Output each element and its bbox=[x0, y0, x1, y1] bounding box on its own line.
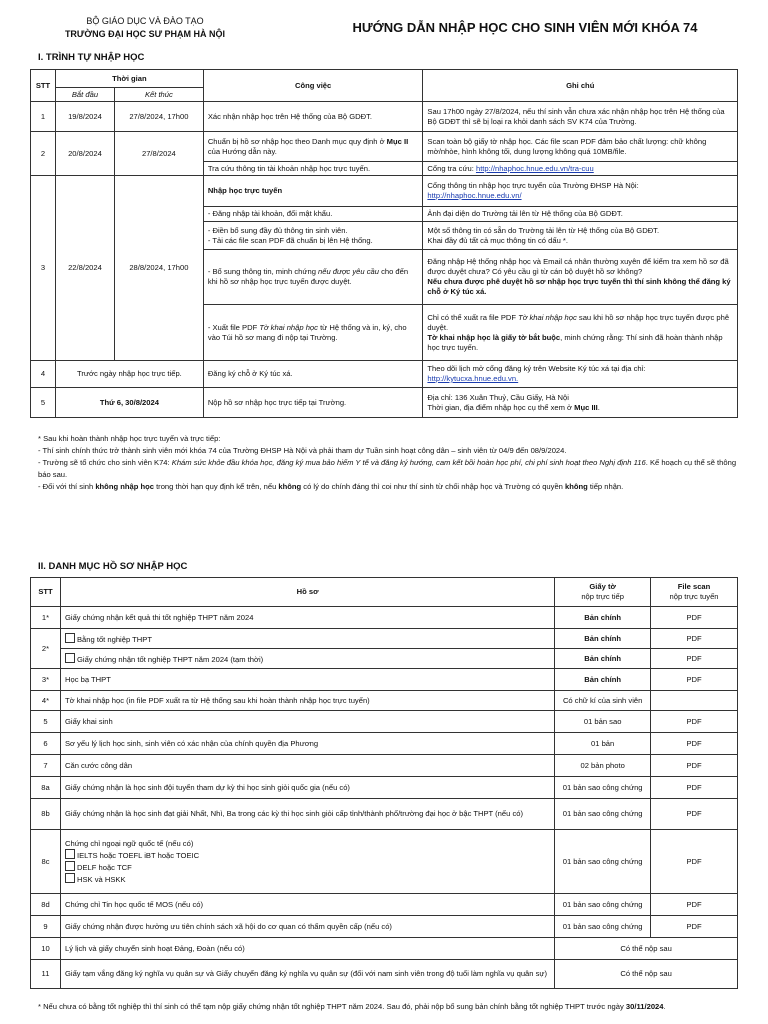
col-scan bbox=[651, 578, 738, 607]
row-scan: PDF bbox=[651, 894, 738, 916]
row-end: 27/8/2024 bbox=[114, 132, 203, 176]
table-row bbox=[31, 607, 738, 629]
row-scan: PDF bbox=[651, 711, 738, 733]
row-stt: 4 bbox=[31, 361, 56, 388]
table-row bbox=[31, 916, 738, 938]
row-stt: 1 bbox=[31, 102, 56, 132]
table-row bbox=[31, 755, 738, 777]
note-text: Cổng thông tin nhập học trực tuyến của Trường ĐHSP Hà Nội: bbox=[427, 181, 639, 190]
row-stt: 9 bbox=[31, 916, 61, 938]
row-note: Scan toàn bộ giấy tờ nhập học. Các file scan PDF đảm bảo chất lượng: chữ không mờ/nhòe, hình không tối, dung lượng không quá 10MB/file. bbox=[423, 132, 738, 162]
row-stt: 8b bbox=[31, 799, 61, 830]
row-note bbox=[423, 305, 738, 361]
row-task: Tra cứu thông tin tài khoản nhập học trực tuyến. bbox=[203, 162, 423, 176]
row-task bbox=[203, 305, 423, 361]
row-scan: PDF bbox=[651, 916, 738, 938]
table-row bbox=[31, 102, 738, 132]
task-text: từ Hệ thống và in, ký, cho vào Túi hồ sơ mang đi nộp tại Trường. bbox=[207, 322, 407, 342]
table-row bbox=[31, 894, 738, 916]
section-ref: Mục III bbox=[574, 402, 598, 412]
admission-steps-table bbox=[30, 69, 738, 418]
col-paper bbox=[555, 578, 651, 607]
row-doc bbox=[60, 649, 554, 669]
note-line bbox=[38, 481, 738, 493]
row-note bbox=[423, 222, 738, 250]
row-end: 28/8/2024, 17h00 bbox=[114, 176, 203, 361]
note-text: . bbox=[597, 402, 600, 412]
row-doc: Giấy chứng nhận kết quả thi tốt nghiệp THPT năm 2024 bbox=[60, 607, 554, 629]
institution-header bbox=[40, 15, 250, 41]
row-stt: 3* bbox=[31, 669, 61, 691]
row-paper: 01 bản bbox=[555, 733, 651, 755]
note-text: sau khi hồ sơ nhập học trực tuyến được phê duyệt. bbox=[427, 312, 730, 332]
row-start: 22/8/2024 bbox=[55, 176, 114, 361]
row-time: Trước ngày nhập học trực tiếp. bbox=[55, 361, 203, 388]
note-text: Cổng tra cứu: bbox=[427, 163, 476, 173]
row-doc: Giấy chứng nhận được hưởng ưu tiên chính sách xã hội do cơ quan có thẩm quyền cấp (nếu có) bbox=[60, 916, 554, 938]
task-text: - Xuất file PDF bbox=[207, 322, 260, 332]
table-row bbox=[31, 711, 738, 733]
row-paper: Bản chính bbox=[555, 649, 651, 669]
row-doc: Giấy chứng nhận là học sinh đội tuyển tham dự kỳ thi học sinh giỏi quốc gia (nếu có) bbox=[60, 777, 554, 799]
admission-portal-link[interactable]: http://nhaphoc.hnue.edu.vn/ bbox=[427, 191, 522, 200]
row-task: Nhập học trực tuyến bbox=[203, 176, 423, 207]
doc-text: Chứng chỉ ngoại ngữ quốc tế (nếu có) bbox=[64, 838, 194, 848]
checkbox[interactable] bbox=[65, 861, 75, 871]
note-line bbox=[38, 457, 738, 481]
row-paper: 01 bản sao công chứng bbox=[555, 916, 651, 938]
table-row bbox=[31, 733, 738, 755]
note-text: Khám sức khỏe đầu khóa học, đăng ký mua bảo hiểm Y tế và đăng ký hướng, cam kết bồi hoàn học phí, chi phí sinh hoạt theo Nghị định 116 bbox=[171, 458, 646, 467]
row-doc: Sơ yếu lý lịch học sinh, sinh viên có xác nhận của chính quyền địa Phương bbox=[60, 733, 554, 755]
row-paper: Có chữ kí của sinh viên bbox=[555, 691, 651, 711]
header-text: File scan bbox=[677, 582, 711, 591]
header-text: nộp trực tiếp bbox=[581, 592, 624, 601]
task-text: nếu được yêu cầu bbox=[318, 267, 379, 276]
row-doc: Tờ khai nhập học (in file PDF xuất ra từ Hệ thống sau khi hoàn thành nhập học trực tuyến) bbox=[60, 691, 554, 711]
row-doc bbox=[60, 830, 554, 894]
task-text: của Hướng dẫn này. bbox=[207, 146, 277, 156]
row-stt: 8c bbox=[31, 830, 61, 894]
row-scan: PDF bbox=[651, 733, 738, 755]
section1-title: I. TRÌNH TỰ NHẬP HỌC bbox=[38, 52, 145, 63]
row-doc: Giấy khai sinh bbox=[60, 711, 554, 733]
warning-text: Nếu chưa được phê duyệt hồ sơ nhập học trực tuyến thì thí sinh không thể đăng ký chỗ ở Ký túc xá. bbox=[427, 277, 731, 296]
row-scan: PDF bbox=[651, 777, 738, 799]
row-note bbox=[423, 250, 738, 305]
row-paper: 02 bản photo bbox=[555, 755, 651, 777]
row-stt: 4* bbox=[31, 691, 61, 711]
note-text: có lý do chính đáng thì coi như thí sinh từ chối nhập học và Trường có quyền bbox=[301, 482, 565, 491]
note-text: không nhập học bbox=[95, 482, 154, 491]
documents-table bbox=[30, 577, 738, 989]
note-text: Theo dõi lịch mở cổng đăng ký trên Website Ký túc xá tại địa chỉ: bbox=[427, 364, 646, 373]
note-text: Chỉ có thể xuất ra file PDF bbox=[427, 312, 519, 322]
header-text: nộp trực tuyến bbox=[669, 592, 719, 601]
row-task: - Đăng nhập tài khoản, đổi mật khẩu. bbox=[203, 207, 423, 222]
table-row bbox=[31, 388, 738, 418]
row-note bbox=[423, 162, 738, 176]
row-doc bbox=[60, 629, 554, 649]
row-stt: 2* bbox=[31, 629, 61, 669]
note-text: không bbox=[278, 482, 302, 491]
row-paper: 01 bản sao công chứng bbox=[555, 777, 651, 799]
col-doc: Hồ sơ bbox=[60, 578, 554, 607]
task-text: Chuẩn bị hồ sơ nhập học theo Danh mục quy định ở bbox=[207, 136, 387, 146]
row-task bbox=[203, 132, 423, 162]
ministry-name: BỘ GIÁO DỤC VÀ ĐÀO TẠO bbox=[86, 16, 204, 26]
row-time: Thứ 6, 30/8/2024 bbox=[55, 388, 203, 418]
row-note: Ảnh đại diện do Trường tải lên từ Hệ thống của Bộ GDĐT. bbox=[423, 207, 738, 222]
row-paper: Bản chính bbox=[555, 629, 651, 649]
col-task: Công việc bbox=[203, 70, 423, 102]
row-scan: PDF bbox=[651, 755, 738, 777]
row-stt: 3 bbox=[31, 176, 56, 361]
col-note: Ghi chú bbox=[423, 70, 738, 102]
footnote-text: * Nếu chưa có bằng tốt nghiệp thì thí sinh có thể tạm nộp giấy chứng nhận tốt nghiệp THPT năm 2024. Sau đó, phải nộp bổ sung bản chính bằng tốt nghiệp THPT trước ngày bbox=[38, 1002, 626, 1011]
row-start: 19/8/2024 bbox=[55, 102, 114, 132]
doc-text: Giấy chứng nhận tốt nghiệp THPT năm 2024 (tạm thời) bbox=[76, 654, 264, 664]
row-scan: PDF bbox=[651, 629, 738, 649]
footnote-text: . bbox=[663, 1002, 666, 1011]
col-end: Kết thúc bbox=[114, 88, 203, 102]
row-start: 20/8/2024 bbox=[55, 132, 114, 176]
note-text: , minh chứng rằng: Thí sinh đã hoàn thành nhập học trực tuyến. bbox=[427, 332, 723, 352]
col-stt: STT bbox=[31, 70, 56, 102]
row-stt: 1* bbox=[31, 607, 61, 629]
table-row bbox=[31, 799, 738, 830]
table-row bbox=[31, 960, 738, 989]
row-doc: Căn cước công dân bbox=[60, 755, 554, 777]
row-paper: 01 bản sao công chứng bbox=[555, 830, 651, 894]
section2-title: II. DANH MỤC HỒ SƠ NHẬP HỌC bbox=[38, 561, 188, 572]
row-task: Xác nhận nhập học trên Hệ thống của Bộ GDĐT. bbox=[203, 102, 423, 132]
row-end: 27/8/2024, 17h00 bbox=[114, 102, 203, 132]
option-label: IELTS hoặc TOEFL iBT hoặc TOEIC bbox=[76, 850, 200, 860]
table-row bbox=[31, 777, 738, 799]
footnote-date: 30/11/2024 bbox=[625, 1002, 664, 1011]
row-scan: PDF bbox=[651, 799, 738, 830]
row-stt: 6 bbox=[31, 733, 61, 755]
row-note bbox=[423, 388, 738, 418]
row-paper: Bản chính bbox=[555, 669, 651, 691]
checkbox[interactable] bbox=[65, 653, 75, 663]
note-line: * Sau khi hoàn thành nhập học trực tuyến và trực tiếp: bbox=[38, 434, 221, 443]
table-row bbox=[31, 830, 738, 894]
doc-text: Bằng tốt nghiệp THPT bbox=[76, 634, 152, 644]
note-text: Tờ khai nhập học bbox=[518, 312, 577, 322]
table-row bbox=[31, 132, 738, 162]
row-task: Nộp hồ sơ nhập học trực tiếp tại Trường. bbox=[203, 388, 423, 418]
note-line: - Thí sinh chính thức trở thành sinh viên mới khóa 74 của Trường ĐHSP Hà Nội và phải tham dự Tuần sinh hoạt công dân – sinh viên từ 04/9 đến 08/9/2024. bbox=[38, 446, 567, 455]
footnote bbox=[38, 1001, 738, 1012]
note-text: Địa chỉ: 136 Xuân Thuỷ, Cầu Giấy, Hà Nội bbox=[427, 392, 569, 402]
task-text: - Bổ sung thông tin, minh chứng bbox=[207, 267, 319, 276]
row-doc: Học bạ THPT bbox=[60, 669, 554, 691]
row-paper: Bản chính bbox=[555, 607, 651, 629]
checkbox[interactable] bbox=[65, 849, 75, 859]
table-row bbox=[31, 669, 738, 691]
dormitory-link[interactable]: http://kytucxa.hnue.edu.vn. bbox=[427, 374, 519, 383]
row-paper: 01 bản sao công chứng bbox=[555, 799, 651, 830]
row-stt: 5 bbox=[31, 711, 61, 733]
row-stt: 7 bbox=[31, 755, 61, 777]
option-label: HSK và HSKK bbox=[76, 874, 126, 884]
note-text: tiếp nhận. bbox=[587, 482, 624, 491]
row-scan: PDF bbox=[651, 669, 738, 691]
row-task: Đăng ký chỗ ở Ký túc xá. bbox=[203, 361, 423, 388]
row-doc: Chứng chỉ Tin học quốc tế MOS (nếu có) bbox=[60, 894, 554, 916]
note-text: Đăng nhập Hệ thống nhập học và Email cá nhân thường xuyên để kiểm tra xem hồ sơ đã được duyệt chưa? Có yêu cầu gì từ cán bộ duyệt hồ sơ không? bbox=[427, 257, 729, 276]
note-text: - Trường sẽ tổ chức cho sinh viên K74: bbox=[38, 458, 172, 467]
note-text: - Đối với thí sinh bbox=[38, 482, 96, 491]
note-text: Tờ khai nhập học là giấy tờ bắt buộc bbox=[427, 332, 561, 342]
page-title: HƯỚNG DẪN NHẬP HỌC CHO SINH VIÊN MỚI KHÓA 74 bbox=[352, 20, 698, 35]
note-text: không bbox=[565, 482, 588, 491]
row-note bbox=[423, 361, 738, 388]
row-doc: Giấy chứng nhận là học sinh đạt giải Nhất, Nhì, Ba trong các kỳ thi học sinh giỏi cấp tỉnh/thành phố/trường đại học ở bậc THPT (nếu có) bbox=[60, 799, 554, 830]
table-row bbox=[31, 691, 738, 711]
task-text: Tờ khai nhập học bbox=[259, 322, 318, 332]
row-scan bbox=[651, 691, 738, 711]
note-text: Một số thông tin có sẵn do Trường tải lên từ Hệ thống của Bộ GDĐT. bbox=[427, 225, 660, 235]
checkbox[interactable] bbox=[65, 633, 75, 643]
row-stt: 5 bbox=[31, 388, 56, 418]
section-ref: Mục II bbox=[386, 136, 409, 146]
col-time: Thời gian bbox=[55, 70, 203, 88]
table-row bbox=[31, 938, 738, 960]
table-row bbox=[31, 176, 738, 207]
row-doc: Lý lịch và giấy chuyển sinh hoạt Đảng, Đoàn (nếu có) bbox=[60, 938, 554, 960]
row-task bbox=[203, 250, 423, 305]
row-scan: PDF bbox=[651, 830, 738, 894]
row-task bbox=[203, 222, 423, 250]
note-text: . Kế hoạch cụ thể sẽ thông báo sau. bbox=[38, 458, 737, 479]
lookup-link[interactable]: http://nhaphoc.hnue.edu.vn/tra-cuu bbox=[475, 163, 594, 173]
col-start: Bắt đầu bbox=[55, 88, 114, 102]
col-stt: STT bbox=[31, 578, 61, 607]
checkbox[interactable] bbox=[65, 873, 75, 883]
task-text: - Tải các file scan PDF đã chuẩn bị lên Hệ thống. bbox=[207, 235, 373, 245]
row-paper: 01 bản sao bbox=[555, 711, 651, 733]
table-row bbox=[31, 629, 738, 649]
table-row bbox=[31, 361, 738, 388]
row-note: Sau 17h00 ngày 27/8/2024, nếu thí sinh vẫn chưa xác nhận nhập học trên Hệ thống của Bộ GDĐT thì sẽ bị loại ra khỏi danh sách SV K74 của Trường. bbox=[423, 102, 738, 132]
note-text: Thời gian, địa điểm nhập học cụ thể xem ở bbox=[427, 402, 575, 412]
row-stt: 8a bbox=[31, 777, 61, 799]
header-text: Giấy tờ bbox=[589, 582, 616, 591]
note-text: trong thời hạn quy định kể trên, nếu bbox=[153, 482, 279, 491]
row-note bbox=[423, 176, 738, 207]
row-stt: 11 bbox=[31, 960, 61, 989]
row-scan: PDF bbox=[651, 607, 738, 629]
notes-block bbox=[38, 433, 738, 493]
row-submit-later: Có thể nộp sau bbox=[555, 960, 738, 989]
row-stt: 10 bbox=[31, 938, 61, 960]
task-text: - Điền bổ sung đầy đủ thông tin sinh viên. bbox=[207, 225, 348, 235]
row-doc: Giấy tạm vắng đăng ký nghĩa vụ quân sự và Giấy chuyển đăng ký nghĩa vụ quân sự (đối với nam sinh viên trong độ tuổi làm nghĩa vụ quân sự) bbox=[60, 960, 554, 989]
option-label: DELF hoặc TCF bbox=[76, 862, 132, 872]
school-name: TRƯỜNG ĐẠI HỌC SƯ PHẠM HÀ NỘI bbox=[64, 29, 226, 39]
row-stt: 2 bbox=[31, 132, 56, 176]
row-scan: PDF bbox=[651, 649, 738, 669]
table-row bbox=[31, 649, 738, 669]
note-text: Khai đầy đủ tất cả mục thông tin có dấu *. bbox=[427, 235, 568, 245]
task-text: cho đến khi hồ sơ nhập học trực tuyến được duyệt. bbox=[207, 267, 409, 286]
row-submit-later: Có thể nộp sau bbox=[555, 938, 738, 960]
row-paper: 01 bản sao công chứng bbox=[555, 894, 651, 916]
row-stt: 8d bbox=[31, 894, 61, 916]
